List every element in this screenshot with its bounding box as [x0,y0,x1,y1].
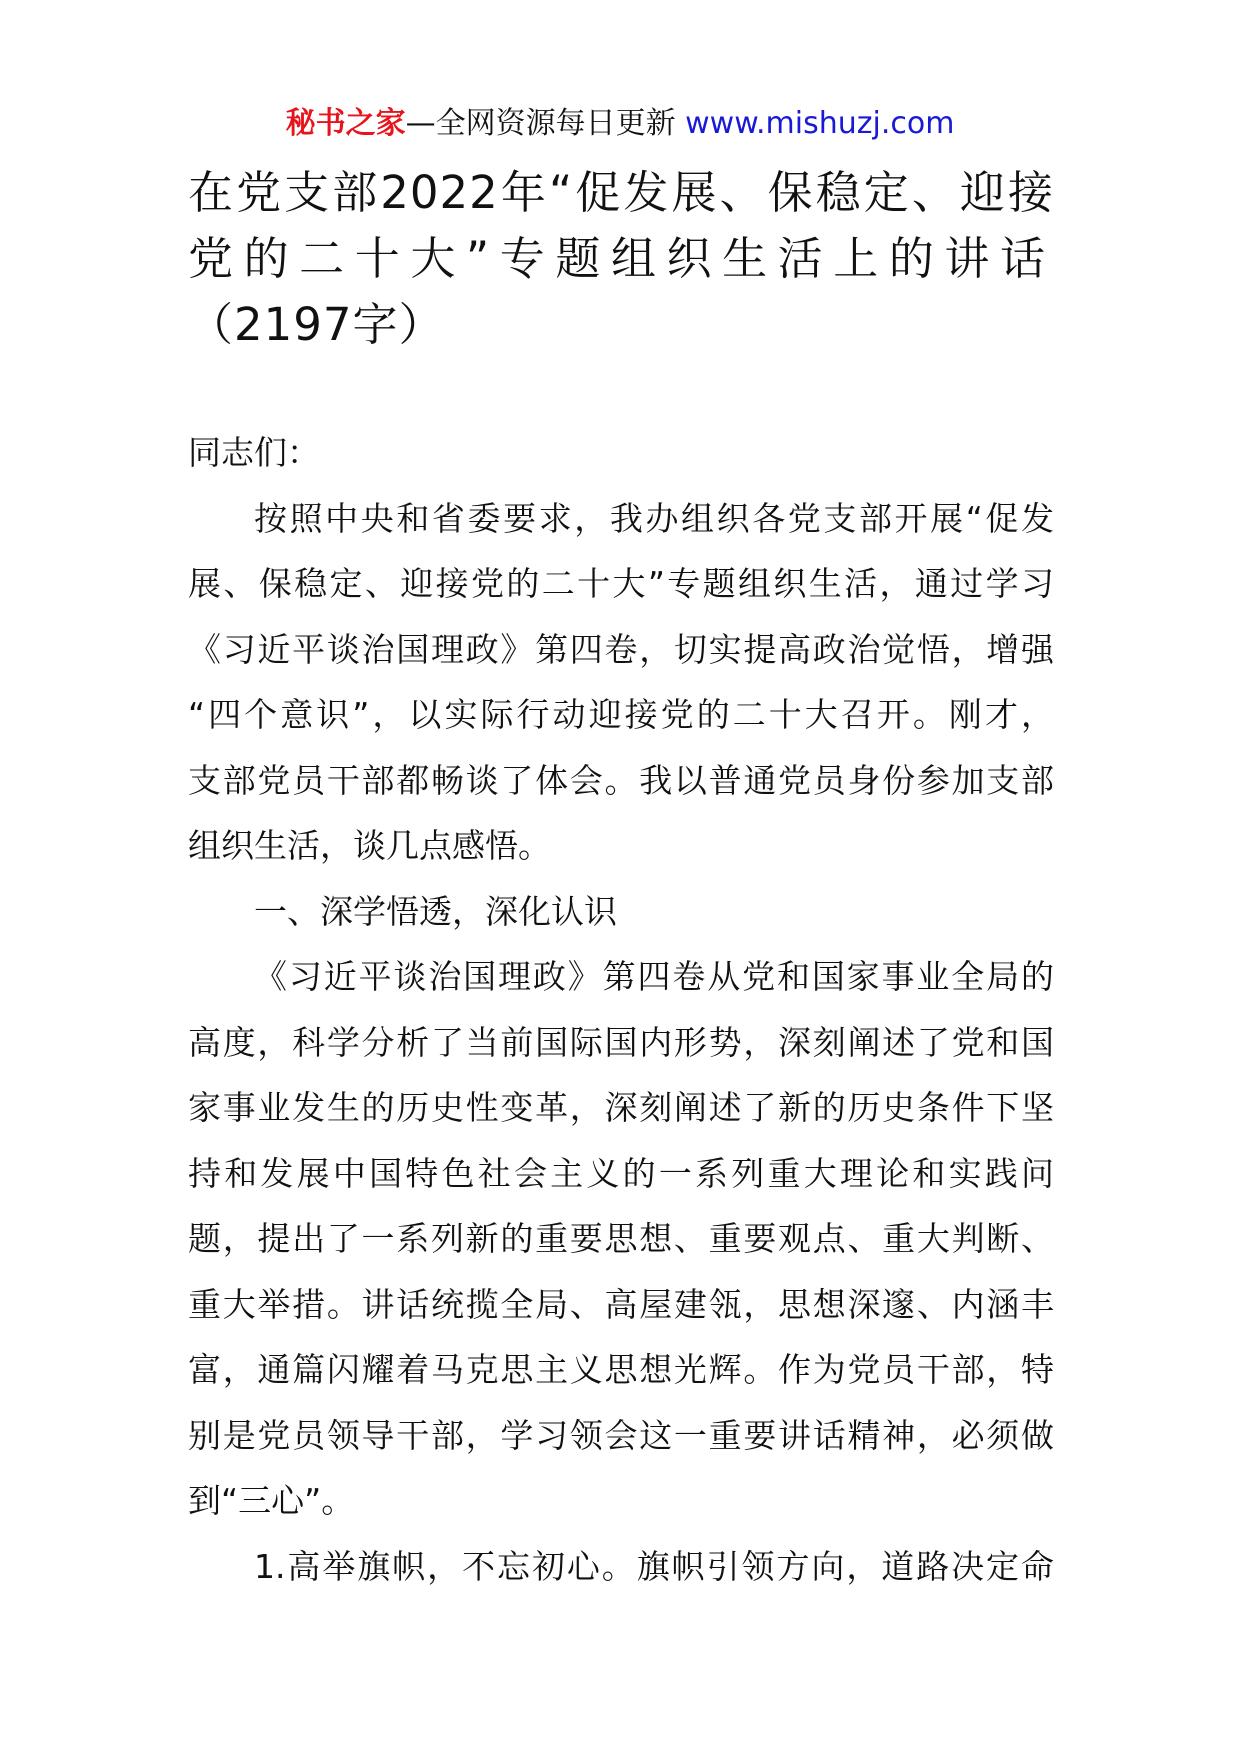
site-header [0,104,1240,144]
site-tagline: —全网资源每日更新 [405,106,676,141]
document-title [188,160,1054,358]
section-1-line: 别是党员领导干部，学习领会这一重要讲话精神，必须做 [188,1415,1054,1455]
intro-line: 组织生活，谈几点感悟。 [188,826,551,865]
intro-line: 支部党员干部都畅谈了体会。我以普通党员身份参加支部 [188,760,1054,800]
site-url-link[interactable]: www.mishuzj.com [685,106,955,141]
intro-line: 展、保稳定、迎接党的二十大”专题组织生活，通过学习 [188,564,1054,603]
section-1-line: 富，通篇闪耀着马克思主义思想光辉。作为党员干部，特 [188,1350,1054,1389]
section-1-line: 重大举措。讲话统揽全局、高屋建瓴，思想深邃、内涵丰 [188,1284,1054,1324]
section-1-line: 题，提出了一系列新的重要思想、重要观点、重大判断、 [188,1219,1054,1258]
section-1-line: 高度，科学分析了当前国际国内形势，深刻阐述了党和国 [188,1022,1054,1062]
document-body [188,420,1054,1599]
section-1-line: 家事业发生的历史性变革，深刻阐述了新的历史条件下坚 [188,1088,1054,1127]
intro-line: 《习近平谈治国理政》第四卷，切实提高政治觉悟，增强 [188,629,1054,669]
section-1-line: 持和发展中国特色社会主义的一系列重大理论和实践问 [188,1153,1054,1193]
section-1-line: 《习近平谈治国理政》第四卷从党和国家事业全局的 [254,957,1054,996]
title-line-2: 党的二十大”专题组织生活上的讲话 [188,232,1054,285]
title-line-1: 在党支部2022年“促发展、保稳定、迎接 [188,166,1054,219]
greeting: 同志们： [188,433,320,472]
intro-line: “四个意识”，以实际行动迎接党的二十大召开。刚才， [188,695,1054,734]
site-brand: 秘书之家 [285,106,406,141]
title-line-3: （2197字） [188,298,445,351]
point-1-line: 1.高举旗帜，不忘初心。旗帜引领方向，道路决定命 [254,1546,1054,1586]
intro-line: 按照中央和省委要求，我办组织各党支部开展“促发 [254,498,1054,538]
section-1-heading: 一、深学悟透，深化认识 [254,891,617,931]
section-1-line: 到“三心”。 [188,1481,355,1520]
